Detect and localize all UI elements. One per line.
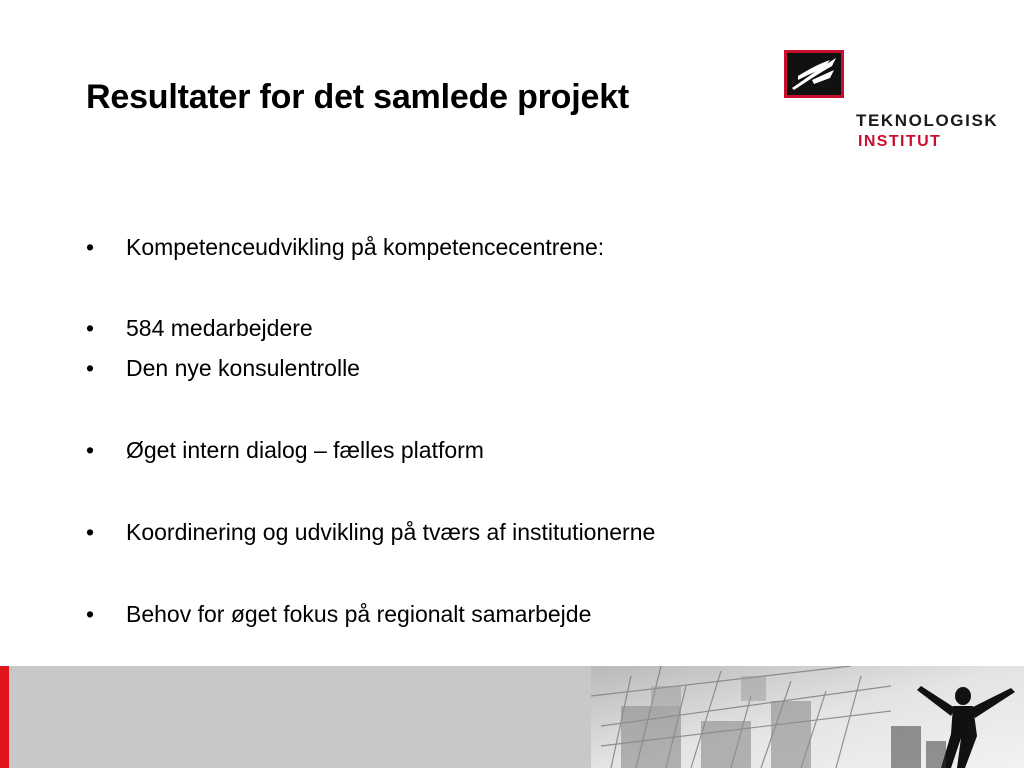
footer-accent-bar	[0, 666, 9, 768]
slide-title: Resultater for det samlede projekt	[86, 78, 630, 116]
silhouette-photo-icon	[591, 666, 1024, 768]
bullet-marker: •	[86, 437, 95, 463]
bullet-marker: •	[86, 355, 95, 381]
list-item	[86, 354, 360, 382]
bullet-text: Koordinering og udvikling på tværs af institutionerne	[126, 519, 656, 545]
bullet-marker: •	[86, 234, 95, 260]
footer-band	[0, 666, 1024, 768]
list-item	[86, 518, 655, 546]
bullet-text: 584 medarbejdere	[126, 315, 313, 341]
logo-line-2: INSTITUT	[858, 133, 942, 150]
bullet-text: Kompetenceudvikling på kompetencecentrene:	[126, 234, 605, 260]
bullet-text: Den nye konsulentrolle	[126, 355, 360, 381]
bullet-marker: •	[86, 601, 95, 627]
logo-line-1: TEKNOLOGISK	[856, 111, 999, 130]
bullet-marker: •	[86, 315, 95, 341]
list-item	[86, 600, 591, 628]
list-item	[86, 233, 604, 261]
bullet-text: Behov for øget fokus på regionalt samarbejde	[126, 601, 592, 627]
list-item	[86, 436, 484, 464]
bullet-marker: •	[86, 519, 95, 545]
list-item	[86, 314, 313, 342]
footer-gray-panel	[9, 666, 591, 768]
bullet-text: Øget intern dialog – fælles platform	[126, 437, 484, 463]
